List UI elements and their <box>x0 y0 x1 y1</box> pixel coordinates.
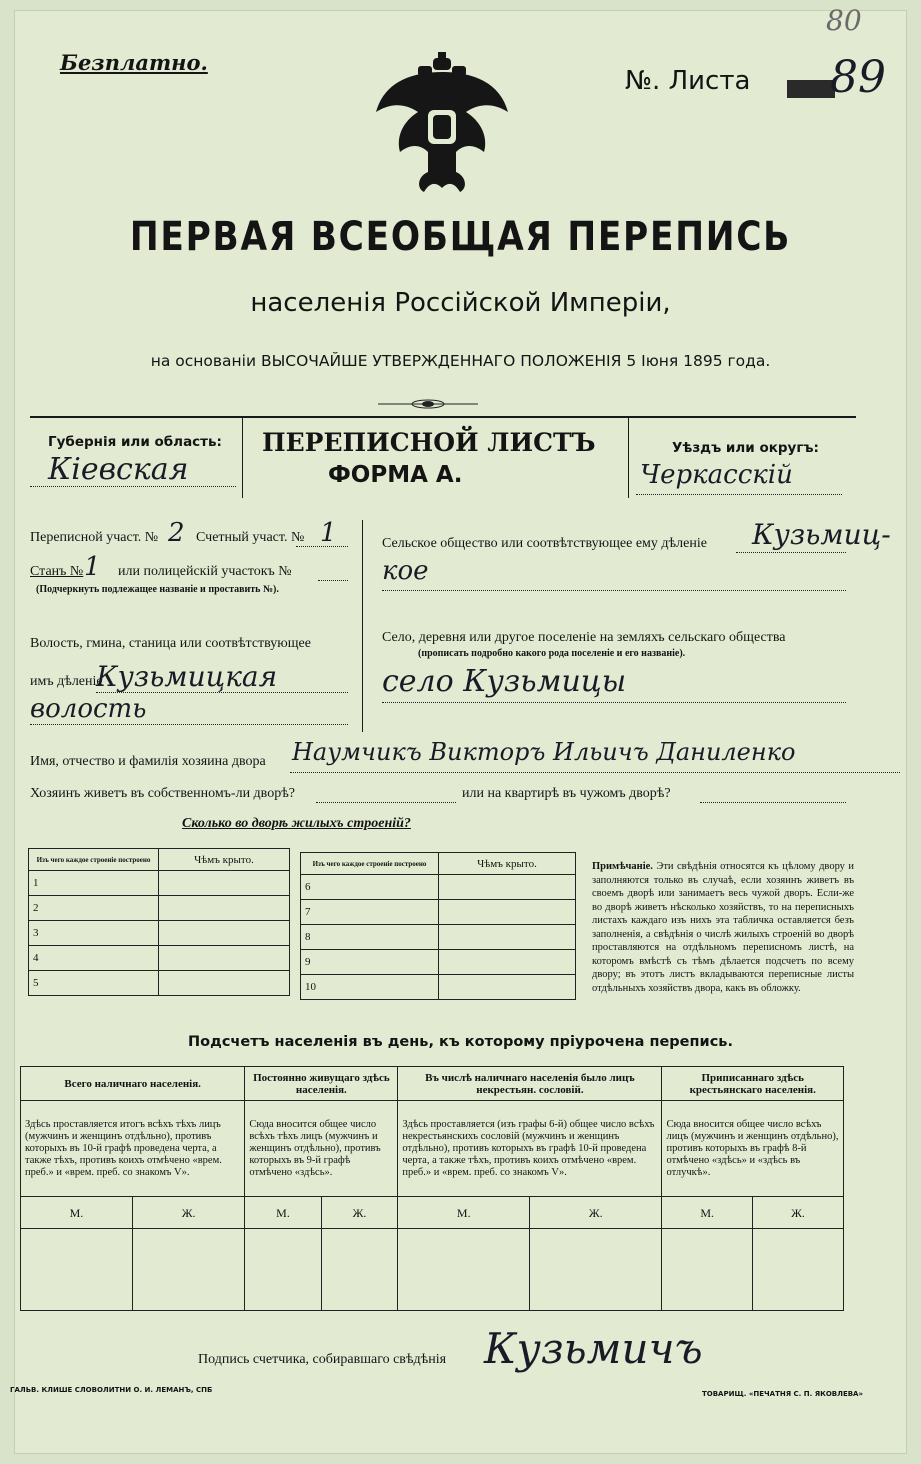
society-line-2 <box>382 590 846 591</box>
camp-rest-label: или полицейскій участокъ № <box>118 564 292 579</box>
building-row-number: 3 <box>29 921 159 946</box>
building-row-number: 8 <box>301 925 439 950</box>
sheet-number-value: 89 <box>830 52 886 103</box>
total-present-header: Всего наличнаго населенія. <box>21 1067 245 1101</box>
ornament-divider-icon <box>378 398 478 410</box>
male-header: М. <box>245 1197 321 1229</box>
province-label: Губернія или область: <box>48 434 222 450</box>
buildings-question: Сколько во дворѣ жилыхъ строеній? <box>182 816 411 831</box>
female-header: Ж. <box>321 1197 398 1229</box>
form-title: ПЕРЕПИСНОЙ ЛИСТЪ <box>262 428 596 457</box>
registered-peasant-header: Приписаннаго здѣсь крестьянскаго населенія. <box>662 1067 844 1101</box>
female-header: Ж. <box>530 1197 662 1229</box>
district-line <box>636 494 842 495</box>
district-value: Черкасскій <box>640 460 793 490</box>
society-value-2: кое <box>382 556 429 586</box>
province-value: Кіевская <box>48 452 189 487</box>
owner-name-line <box>290 772 900 773</box>
district-box-divider <box>628 416 629 498</box>
free-of-charge-label: Безплатно. <box>60 50 208 75</box>
count-cell <box>530 1229 662 1311</box>
society-label: Сельское общество или соотвѣтствующее ему дѣленіе <box>382 536 707 551</box>
imperial-eagle-icon <box>372 52 512 202</box>
district-label: Уѣздъ или округъ: <box>672 440 819 456</box>
enumerator-signature-label: Подпись счетчика, собиравшаго свѣдѣнія <box>198 1352 447 1367</box>
permanent-residents-description: Сюда вносится общее число всѣхъ тѣхъ лицъ (мужчинъ и женщинъ отдѣльно), противъ которыхъ въ 9-й графѣ отмѣчено «здѣсь». <box>245 1101 398 1197</box>
owner-name-value: Наумчикъ Викторъ Ильичъ Даниленко <box>292 738 796 766</box>
count-area-line <box>296 546 348 547</box>
society-value: Кузьмиц- <box>752 518 891 551</box>
count-cell <box>321 1229 398 1311</box>
building-row-number: 6 <box>301 875 439 900</box>
building-row-number: 5 <box>29 971 159 996</box>
camp-hint: (Подчеркнуть подлежащее названіе и проставить №). <box>36 584 279 595</box>
form-top-rule <box>30 416 856 418</box>
redaction-mark <box>787 80 835 98</box>
owner-name-label: Имя, отчество и фамилія хозяина двора <box>30 754 266 769</box>
count-area-label: Счетный участ. № <box>196 530 305 545</box>
registered-peasant-description: Сюда вносится общее число всѣхъ лицъ (мужчинъ и женщинъ отдѣльно), противъ которыхъ въ графѣ 8-й отмѣчено «здѣсь» и «здѣсь въ отлучкѣ». <box>662 1101 844 1197</box>
female-header: Ж. <box>753 1197 844 1229</box>
volost-value-2: волость <box>30 694 147 724</box>
enumerator-signature: Кузьмичъ <box>484 1324 703 1373</box>
building-row-number: 2 <box>29 896 159 921</box>
population-summary-table <box>20 1066 844 1311</box>
male-header: М. <box>21 1197 133 1229</box>
building-row-number: 1 <box>29 871 159 896</box>
building-roof-cell <box>159 946 290 971</box>
fields-column-divider <box>362 520 363 732</box>
population-summary-title: Подсчетъ населенія въ день, къ которому пріурочена перепись. <box>188 1034 733 1050</box>
buildings-table-right <box>300 852 576 1000</box>
building-roof-cell <box>439 900 576 925</box>
printer-credit-left: ГАЛЬВ. КЛИШЕ СЛОВОЛИТНИ О. И. ЛЕМАНЪ, СПБ <box>10 1386 213 1394</box>
archive-corner-number: 80 <box>826 4 862 37</box>
permanent-residents-header: Постоянно живущаго здѣсь населенія. <box>245 1067 398 1101</box>
count-cell <box>132 1229 244 1311</box>
camp-value: 1 <box>84 552 101 582</box>
printer-credit-right: ТОВАРИЩ. «ПЕЧАТНЯ С. П. ЯКОВЛЕВА» <box>702 1390 863 1398</box>
sheet-number-label: №. Листа <box>625 66 751 96</box>
volost-line-2 <box>30 724 348 725</box>
own-yard-label: Хозяинъ живетъ въ собственномъ-ли дворѣ? <box>30 786 296 801</box>
note-text: Эти свѣдѣнія относятся къ цѣлому двору и заполняются только въ случаѣ, если хозяинъ живетъ въ своемъ дворѣ или занимаетъ весь чужой дворъ. Если-же во дворѣ живетъ нѣсколько хозяйствъ, то на переписныхъ листахъ каждаго изъ нихъ эта табличка оставляется безъ заполненія, а свѣдѣнія о числѣ жилыхъ строеній во дворѣ проставляются на отдѣльномъ переписномъ листѣ, на которомъ вмѣстѣ съ тѣмъ дѣлается подсчетъ по всему двору; въ этотъ листъ вкладываются переписные листы отдѣльныхъ хозяйствъ двора, какъ въ обложку. <box>592 861 854 994</box>
building-roof-cell <box>159 921 290 946</box>
non-peasant-description: Здѣсь проставляется (изъ графы 6-й) общее число всѣхъ некрестьянскихъ сословій (мужчинъ и женщинъ отдѣльно), противъ которыхъ въ графѣ 10-й проведена черта, а также тѣхъ, противъ коихъ отмѣчено «врем. преб.» и «врем. преб. со знакомъ V». <box>398 1101 662 1197</box>
village-hint: (прописать подробно какого рода поселеніе и его названіе). <box>418 648 686 659</box>
building-roof-cell <box>439 875 576 900</box>
count-cell <box>662 1229 753 1311</box>
building-roof-cell <box>439 925 576 950</box>
building-roof-cell <box>439 975 576 1000</box>
own-yard-line <box>316 802 456 803</box>
count-cell <box>398 1229 530 1311</box>
material-header: Изъ чего каждое строеніе построено <box>301 853 439 875</box>
province-box-divider <box>242 416 243 498</box>
building-roof-cell <box>159 871 290 896</box>
building-roof-cell <box>159 896 290 921</box>
building-row-number: 7 <box>301 900 439 925</box>
census-subtitle: населенія Россійской Имперіи, <box>250 288 671 318</box>
buildings-table-left <box>28 848 290 996</box>
note-label: Примѣчаніе. <box>592 861 653 872</box>
total-present-description: Здѣсь проставляется итогъ всѣхъ тѣхъ лицъ (мужчинъ и женщинъ отдѣльно), противъ которыхъ въ 10-й графѣ проведена черта, а также тѣхъ, противъ коихъ отмѣчено «врем. преб.» и «врем. преб. со знакомъ V». <box>21 1101 245 1197</box>
legal-basis-line: на основаніи ВЫСОЧАЙШЕ УТВЕРЖДЕННАГО ПОЛОЖЕНІЯ 5 Іюня 1895 года. <box>150 352 771 370</box>
rented-yard-line <box>700 802 846 803</box>
building-row-number: 9 <box>301 950 439 975</box>
volost-line <box>96 692 348 693</box>
building-roof-cell <box>159 971 290 996</box>
building-row-number: 10 <box>301 975 439 1000</box>
male-header: М. <box>398 1197 530 1229</box>
village-label: Село, деревня или другое поселеніе на земляхъ сельскаго общества <box>382 630 786 645</box>
volost-value: Кузьмицкая <box>96 660 278 693</box>
form-subtitle: ФОРМА А. <box>328 462 463 488</box>
roof-header: Чѣмъ крыто. <box>439 853 576 875</box>
village-value: село Кузьмицы <box>382 664 627 699</box>
note-block <box>592 860 854 995</box>
census-area-label: Переписной участ. № <box>30 530 159 545</box>
village-line <box>382 702 846 703</box>
count-cell <box>753 1229 844 1311</box>
building-row-number: 4 <box>29 946 159 971</box>
volost-label-2: имъ дѣленіе <box>30 674 103 689</box>
male-header: М. <box>662 1197 753 1229</box>
female-header: Ж. <box>132 1197 244 1229</box>
count-cell <box>245 1229 321 1311</box>
non-peasant-header: Въ числѣ наличнаго населенія было лицъ некрестьян. сословій. <box>398 1067 662 1101</box>
camp-label: Станъ № <box>30 564 84 579</box>
volost-label: Волость, гмина, станица или соотвѣтствующее <box>30 636 311 651</box>
roof-header: Чѣмъ крыто. <box>159 849 290 871</box>
society-line <box>736 552 846 553</box>
census-title: ПЕРВАЯ ВСЕОБЩАЯ ПЕРЕПИСЬ <box>129 214 792 260</box>
rented-yard-label: или на квартирѣ въ чужомъ дворѣ? <box>462 786 671 801</box>
camp-line <box>318 580 348 581</box>
count-area-value: 1 <box>320 518 337 548</box>
material-header: Изъ чего каждое строеніе построено <box>29 849 159 871</box>
building-roof-cell <box>439 950 576 975</box>
census-area-value: 2 <box>168 518 185 548</box>
province-line <box>30 486 236 487</box>
count-cell <box>21 1229 133 1311</box>
